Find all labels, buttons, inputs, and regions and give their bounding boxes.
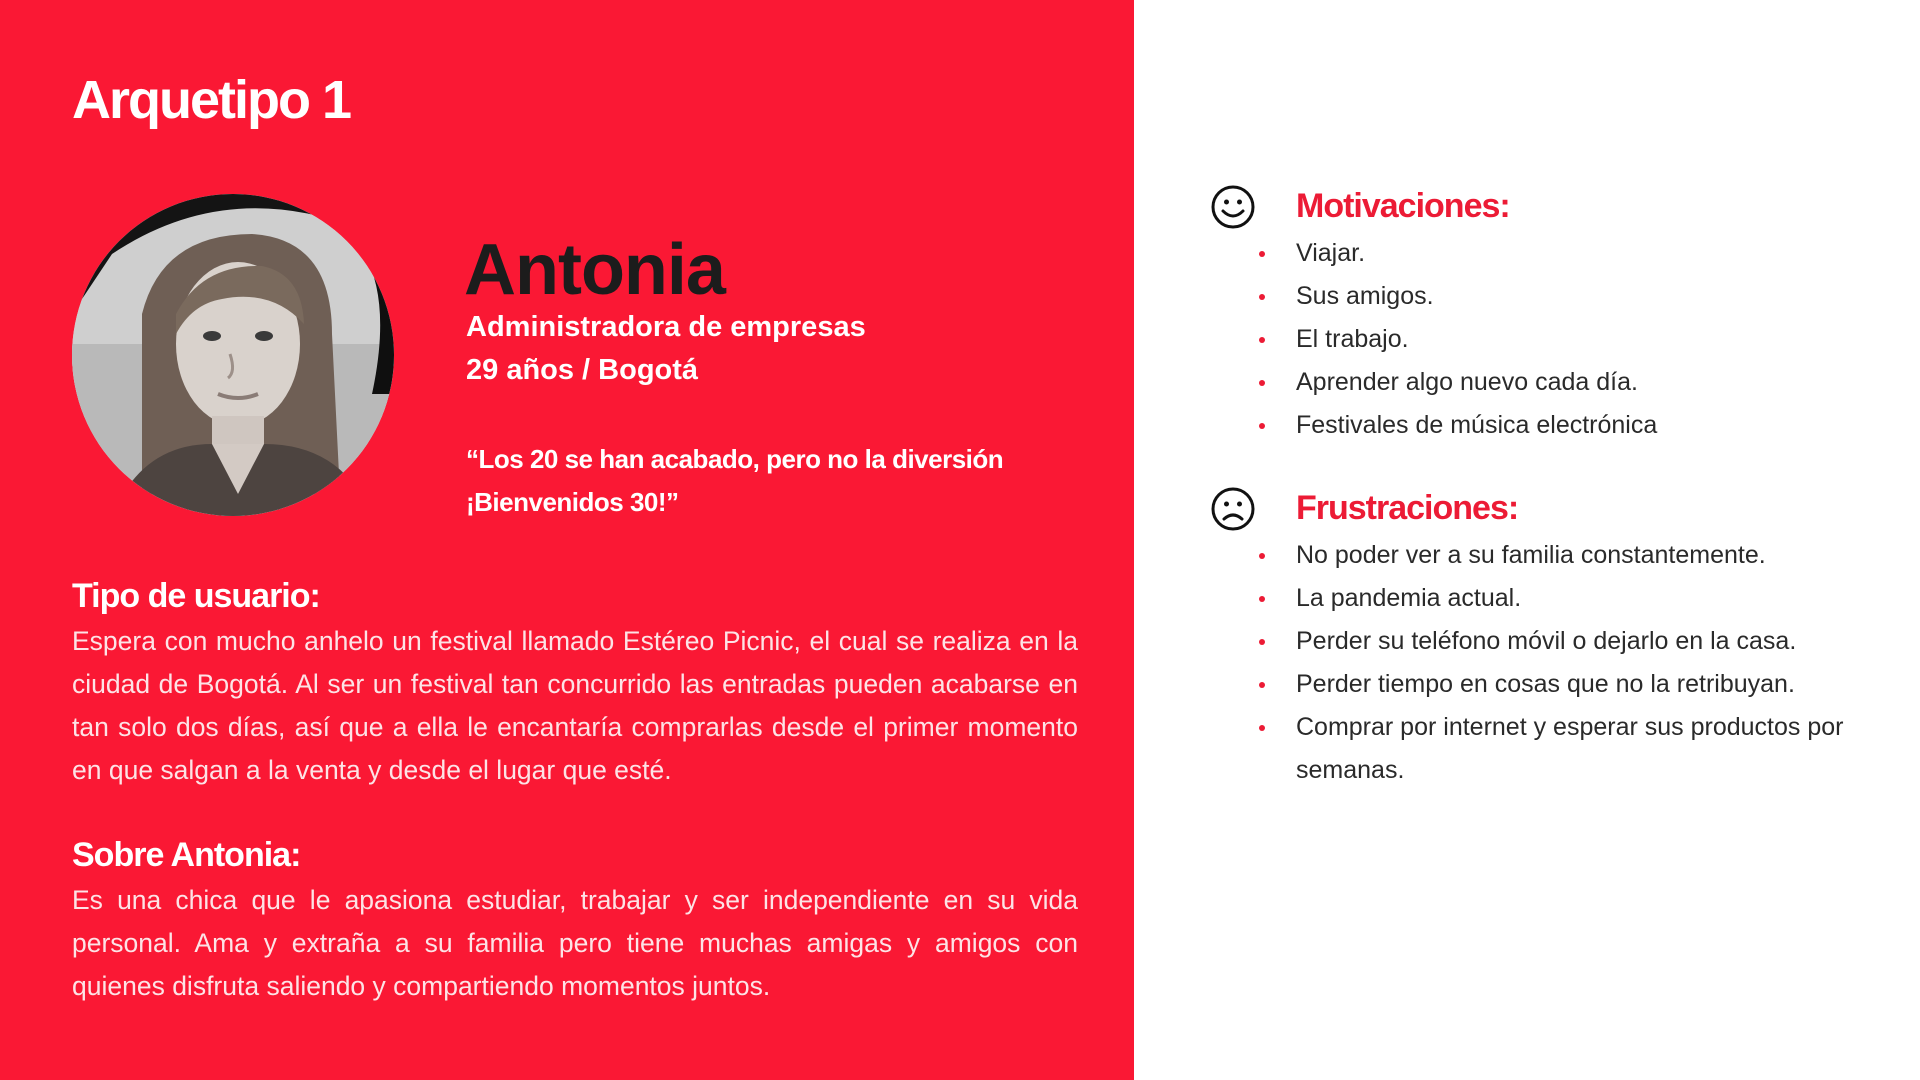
quote-line: “Los 20 se han acabado, pero no la diversión	[466, 444, 1004, 474]
user-type-heading: Tipo de usuario:	[72, 577, 320, 615]
list-item: No poder ver a su familia constantemente.	[1296, 534, 1856, 577]
about-heading: Sobre Antonia:	[72, 836, 301, 874]
list-item: Festivales de música electrónica	[1296, 404, 1856, 447]
list-item: Sus amigos.	[1296, 275, 1856, 318]
frustrations-list	[1296, 534, 1856, 792]
persona-photo-image	[72, 194, 394, 516]
smiley-face-icon	[1210, 184, 1256, 230]
persona-name: Antonia	[464, 230, 725, 310]
page-title: Arquetipo 1	[72, 70, 351, 130]
persona-photo	[72, 194, 394, 516]
sad-face-icon	[1210, 486, 1256, 532]
list-item: Perder su teléfono móvil o dejarlo en la casa.	[1296, 620, 1856, 663]
user-type-text: Espera con mucho anhelo un festival llamado Estéreo Picnic, el cual se realiza en la ciudad de Bogotá. Al ser un festival tan concurrido las entradas pueden acabarse en tan solo dos días, así que a ella le encantaría comprarlas desde el primer momento en que salgan a la venta y desde el lugar que esté.	[72, 626, 1078, 785]
persona-role: Administradora de empresas	[466, 311, 866, 343]
list-item: El trabajo.	[1296, 318, 1856, 361]
about-text: Es una chica que le apasiona estudiar, trabajar y ser independiente en su vida personal. Ama y extraña a su familia pero tiene muchas amigas y amigos con quienes disfruta saliendo y compartiendo momentos juntos.	[72, 885, 1078, 1001]
list-item: Aprender algo nuevo cada día.	[1296, 361, 1856, 404]
motivations-list	[1296, 232, 1856, 447]
persona-quote	[466, 438, 1106, 524]
list-item: Perder tiempo en cosas que no la retribuyan.	[1296, 663, 1856, 706]
motivations-heading: Motivaciones:	[1296, 187, 1510, 225]
list-item: Viajar.	[1296, 232, 1856, 275]
frustrations-heading: Frustraciones:	[1296, 489, 1519, 527]
list-item: Comprar por internet y esperar sus productos por semanas.	[1296, 706, 1856, 792]
quote-line: ¡Bienvenidos 30!”	[466, 487, 679, 517]
persona-age-city: 29 años / Bogotá	[466, 354, 699, 386]
list-item: La pandemia actual.	[1296, 577, 1856, 620]
